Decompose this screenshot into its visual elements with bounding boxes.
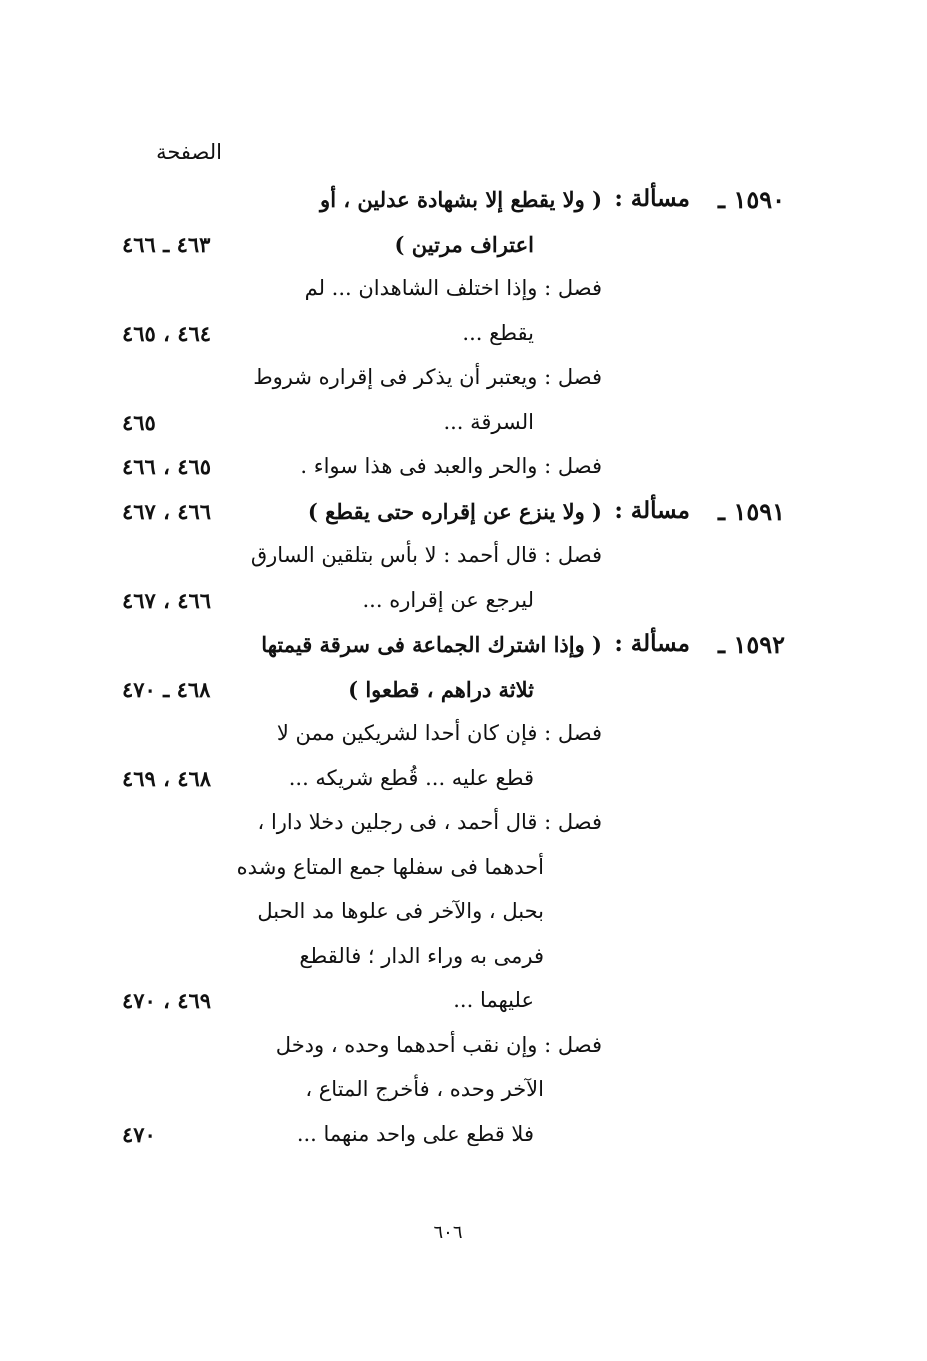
entry-text: فلا قطع على واحد منهما ... [296, 1121, 534, 1146]
index-row [0, 984, 927, 1029]
page-number: ٦٠٦ [433, 1222, 463, 1243]
fasl-text: فصل : وإن نقب أحدهما وحده ، ودخل [275, 1032, 602, 1057]
page-column-header: الصفحة [156, 140, 222, 164]
masala-text: ( ولا ينزع عن إقراره حتى يقطع ) [307, 498, 602, 524]
index-row [0, 895, 927, 940]
entry-text: عليهما ... [453, 988, 534, 1012]
masala-label: مسألة : [614, 630, 690, 657]
page-reference: ٤٦٣ ـ ٤٦٦ [122, 231, 211, 257]
index-row [0, 1118, 927, 1163]
entry-text: فرمى به وراء الدار ؛ فالقطع [299, 943, 544, 968]
index-row [0, 539, 927, 584]
masala-text: ( ولا يقطع إلا بشهادة عدلين ، أو [320, 187, 602, 212]
index-row [0, 272, 927, 317]
index-row [0, 183, 927, 228]
index-row [0, 228, 927, 273]
masala-number: ١٥٩١ ـ [718, 496, 785, 526]
index-row [0, 717, 927, 762]
entry-text: يقطع ... [462, 320, 534, 345]
page-reference: ٤٧٠ [122, 1121, 156, 1147]
index-row [0, 806, 927, 851]
page-reference: ٤٦٨ ، ٤٦٩ [122, 765, 212, 791]
index-row [0, 361, 927, 406]
entry-text: الآخر وحده ، فأخرج المتاع ، [305, 1077, 544, 1101]
page-reference: ٤٦٤ ، ٤٦٥ [122, 320, 212, 346]
fasl-text: فصل : فإن كان أحدا لشريكين ممن لا [276, 721, 602, 745]
index-entries [0, 183, 927, 1162]
index-row [0, 762, 927, 807]
masala-label: مسألة : [614, 185, 690, 212]
page-reference: ٤٦٥ ، ٤٦٦ [122, 454, 212, 479]
index-row [0, 450, 927, 495]
page-reference: ٤٦٩ ، ٤٧٠ [122, 988, 212, 1013]
masala-label: مسألة : [614, 496, 690, 524]
index-row [0, 940, 927, 985]
index-row [0, 1029, 927, 1074]
entry-text: أحدهما فى سفلها جمع المتاع وشده [236, 854, 544, 879]
entry-text: قطع عليه ... قُطع شريكه ... [288, 765, 534, 790]
index-row [0, 628, 927, 673]
index-row [0, 406, 927, 451]
masala-number: ١٥٩٠ ـ [718, 185, 785, 214]
fasl-text: فصل : قال أحمد ، فى رجلين دخلا دارا ، [257, 810, 602, 834]
index-row [0, 584, 927, 629]
index-row [0, 317, 927, 362]
fasl-text: فصل : ويعتبر أن يذكر فى إقراره شروط [253, 365, 602, 389]
index-row [0, 673, 927, 718]
entry-text: السرقة ... [443, 409, 534, 434]
entry-text: ثلاثة دراهم ، قطعوا ) [348, 676, 534, 702]
masala-number: ١٥٩٢ ـ [718, 630, 785, 659]
fasl-text: فصل : والحر والعبد فى هذا سواء . [300, 454, 602, 478]
fasl-text: فصل : قال أحمد : لا بأس بتلقين السارق [250, 543, 602, 567]
masala-text: ( وإذا اشترك الجماعة فى سرقة قيمتها [261, 632, 602, 657]
page-reference: ٤٦٥ [122, 409, 156, 435]
index-row [0, 495, 927, 540]
entry-text: ليرجع عن إقراره ... [362, 587, 534, 612]
entry-text: اعتراف مرتين ) [394, 231, 534, 257]
page-reference: ٤٦٦ ، ٤٦٧ [122, 498, 212, 524]
index-row [0, 851, 927, 896]
entry-text: بحبل ، والآخر فى علوها مد الحبل [257, 899, 544, 923]
page-reference: ٤٦٨ ـ ٤٧٠ [122, 676, 211, 702]
fasl-text: فصل : وإذا اختلف الشاهدان ... لم [304, 276, 602, 300]
page-reference: ٤٦٦ ، ٤٦٧ [122, 587, 212, 613]
index-row [0, 1073, 927, 1118]
